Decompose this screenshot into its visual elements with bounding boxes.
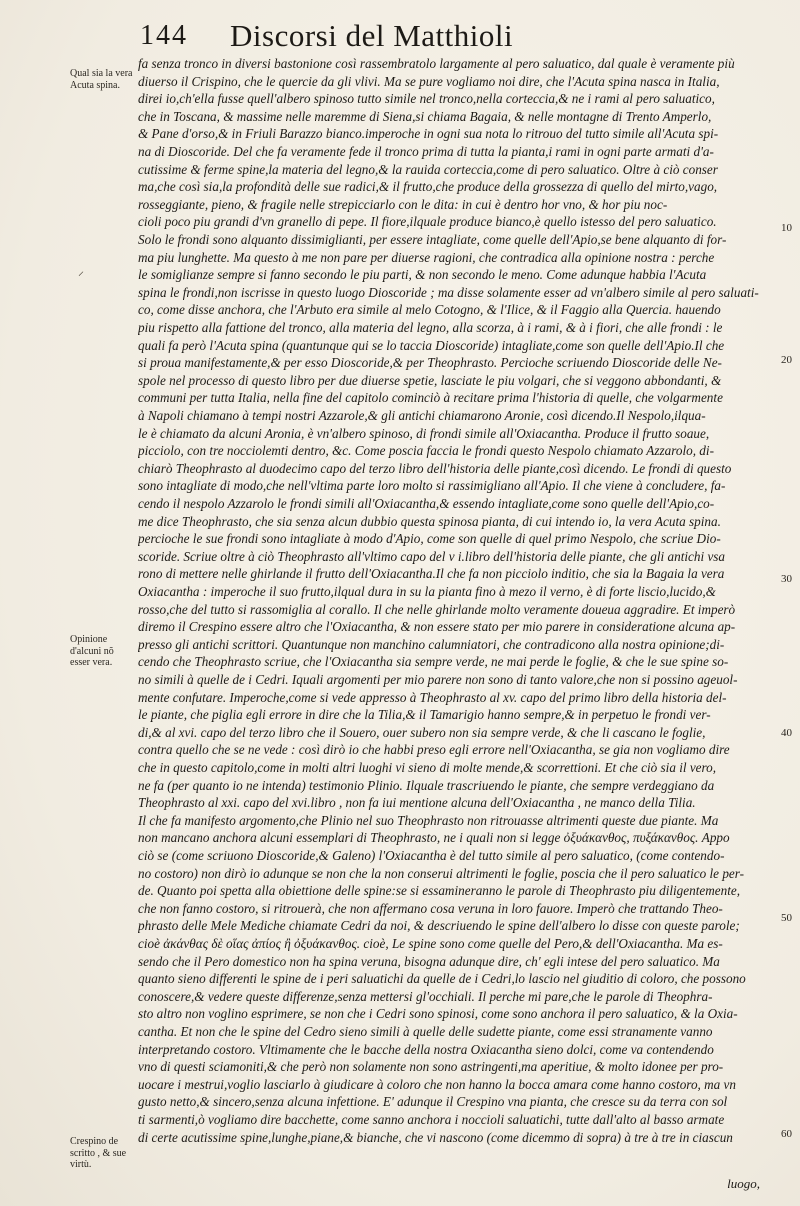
text-line: scoride. Scriue oltre à ciò Theophrasto all'vltimo capo del v i.libro dell'historia delle piante, che gli antichi vsa bbox=[138, 548, 726, 564]
text-line: presso gli antichi scrittori. Quantunque non manchino calumniatori, che contradicono alla nostra opinione;di- bbox=[138, 636, 725, 652]
text-line: diuerso il Crispino, che le quercie da gli vlivi. Ma se pure vogliamo noi dire, che l'Acuta spina nasca in Italia, bbox=[138, 73, 720, 89]
text-line: Theophrasto al xxi. capo del xvi.libro , non fa iui mentione alcuna dell'Oxiacantha , ne manco della Tilia. bbox=[138, 795, 696, 811]
text-line: uocare i mestrui,voglio lasciarlo à giudicare à coloro che non hanno la bocca amara come hanno costoro, ma vn bbox=[138, 1076, 736, 1092]
text-line: che in Toscana, & massime nelle maremme di Siena,si chiama Bagaia, & nelle montagne di Trento Amperlo, bbox=[138, 108, 712, 124]
text-line: rosso,che del tutto si rassomiglia al corallo. Il che nelle ghirlande molto veramente doueua aggradire. Et imperò bbox=[138, 601, 736, 617]
text-line: cendo che Theophrasto scriue, che l'Oxiacantha sia sempre verde, ne mai perde le foglie, & che le sue spine so- bbox=[138, 654, 729, 670]
text-line: Oxiacantha : imperoche il suo frutto,ilqual dura in su la pianta fino à mezo il verno, è di forte liscio,lucido,& bbox=[138, 584, 716, 599]
text-line: rosseggiante, pieno, & fragile nelle strepicciarlo con le dita: in cui è dentro hor vno, & hor piu noc- bbox=[138, 196, 668, 212]
text-line: interpretando costoro. Vltimamente che le bacche della nostra Oxiacantha sieno dolci, come va contendendo bbox=[138, 1041, 714, 1057]
line-number: 60 bbox=[781, 1128, 792, 1140]
text-line: sendo che il Pero domestico non ha spina veruna, bisogna adunque dire, ch' egli intese del pero saluatico. Ma bbox=[138, 953, 720, 969]
text-line: le è chiamato da alcuni Aronia, è vn'albero spinoso, di frondi simile all'Oxiacantha. Produce il frutto soaue, bbox=[138, 425, 710, 441]
text-line: vno di questi sciamoniti,& che però non solamente non sono astringenti,ma aperitiue, & molto idonee per pro- bbox=[138, 1059, 724, 1075]
text-line: di,& al xvi. capo del terzo libro che il Souero, ouer subero non sia sempre verde, & che li cascano le foglie, bbox=[138, 724, 706, 740]
text-line: spina le frondi,non iscrisse in questo luogo Dioscoride ; ma disse solamente esser ad vn'albero simile al pero saluati- bbox=[138, 284, 759, 300]
text-line: Solo le frondi sono alquanto dissimiglianti, per essere intagliate, come quelle dell'Apio,se bene alquanto di for- bbox=[138, 232, 727, 247]
text-line: non mancano anchora alcuni essemplari di Theophrasto, ne i quali non si legge ὀξυάκανθος, πυξάκανθος. Appo bbox=[138, 830, 730, 846]
text-line: sono intagliate di modo,che nell'vltima parte loro molto si rassimigliano all'Apio. Il che viene à concludere, fa- bbox=[138, 478, 726, 494]
text-line: me dice Theophrasto, che sia senza alcun dubbio questa spinosa pianta, di cui intendo io, la vera Acuta spina. bbox=[138, 513, 721, 529]
text-line: co, come disse anchora, che l'Arbuto era simile al melo Cotogno, & l'Ilice, & il Faggio alla Quercia. hauendo bbox=[138, 302, 721, 318]
text-line: phrasto delle Mele Mediche chiamate Cedri da noi, & descriuendo le spine dell'albero lo disse con queste parole; bbox=[138, 918, 740, 934]
text-line: conoscere,& vedere queste differenze,senza mettersi gl'occhiali. Il perche mi pare,che le parole di Theophra- bbox=[138, 988, 713, 1004]
text-line: le piante, che piglia egli errore in dire che la Tilia,& il Tamarigio hanno sempre,& in perpetuo le frondi ver- bbox=[138, 707, 711, 723]
text-line: ciò se (come scriuono Dioscoride,& Galeno) l'Oxiacantha è del tutto simile al pero saluatico, (come contendo- bbox=[138, 848, 725, 863]
text-line: na di Dioscoride. Del che fa veramente fede il tronco prima di tutta la pianta,i rami in ogni parte armati d'a- bbox=[138, 144, 714, 159]
text-line: à Napoli chiamano à tempi nostri Azzarole,& gli antichi chiamarono Aronie, così dicendo.Il Nespolo,ilqua- bbox=[138, 408, 706, 423]
text-line: che non fanno costoro, si ritrouerà, che non affermano cosa veruna in loro fauore. Imperò che trattando Theo- bbox=[138, 900, 723, 916]
text-line: picciolo, con tre nocciolетti dentro, &c. Come poscia faccia le frondi questo Nespolo chiamato Azzarolo, di- bbox=[138, 443, 714, 459]
text-line: mente confutare. Imperoche,come si vede appresso à Theophrasto al xv. capo del primo libro della historia del- bbox=[138, 689, 727, 705]
text-line: cantha. Et non che le spine del Cedro sieno simili à quelle delle sudette piante, come essi stranamente vanno bbox=[138, 1024, 713, 1039]
text-line: piu rispetto alla fattione del tronco, alla materia del legno, alla scorza, à i rami, & à i fiori, che alle frondi : le bbox=[138, 320, 723, 335]
text-line: quanto sieno differenti le spine de i peri saluatichi da quelle de i Cedri,lo lascio nel giuditio di coloro, che possono bbox=[138, 971, 746, 987]
text-line: spole nel processo di questo libro per due diuerse spetie, lasciate le piu volgari, che si veggono abbondanti, & bbox=[138, 372, 722, 388]
text-line: ma,che così sia,la profondità delle sue radici,& il frutto,che produce della grossezza di quello del mirto,vago, bbox=[138, 179, 718, 195]
text-line: chiarò Theophrasto al duodecimo capo del terzo libro dell'historia delle piante,così dicendo. Le frondi di questo bbox=[138, 460, 732, 476]
text-line: cioli poco piu grandi d'vn granello di pepe. Il fiore,ilquale produce bianco,è quello istesso del pero saluatico. bbox=[138, 214, 717, 230]
text-line: diremo il Crespino essere altro che l'Oxiacantha, & non essere stato per mio parere in consideratione alcuna ap- bbox=[138, 619, 736, 635]
text-line: de. Quanto poi spetta alla obiettione delle spine:se si essamineranno le parole di Theophrasto piu diligentemente, bbox=[138, 883, 741, 899]
line-number: 40 bbox=[781, 727, 792, 739]
text-line: fa senza tronco in diversi bastonione così rassembratolo largamente al pero saluatico, dal quale è veramente più bbox=[138, 56, 735, 71]
text-line: quali fa però l'Acuta spina (quantunque qui se lo taccia Dioscoride) intagliate,come son quelle dell'Apio.Il che bbox=[138, 337, 725, 353]
text-line: rono di mettere nelle ghirlande il frutto dell'Oxiacantha.Il che fa non picciolo inditio, che sia la Bagaia la vera bbox=[138, 566, 725, 582]
text-line: ne fa (per quanto io ne intenda) testimonio Plinio. Ilquale trascriuendo le piante, che sempre verdeggiano da bbox=[138, 777, 715, 793]
running-head: Discorsi del Matthioli bbox=[230, 18, 514, 53]
text-line: direi io,ch'ella fusse quell'albero spinoso tutto simile nel tronco,nella corteccia,& ne i rami al pero saluatico, bbox=[138, 91, 715, 107]
text-line: Il che fa manifesto argomento,che Plinio nel suo Theophrasto non ritrouasse altrimenti queste due piante. Ma bbox=[138, 812, 719, 828]
margin-note-crespino: Crespino de scritto , & sue virtù. bbox=[70, 1136, 127, 1170]
catchword: luogo, bbox=[727, 1176, 760, 1191]
line-number: 10 bbox=[781, 222, 792, 234]
page-header bbox=[140, 18, 740, 58]
text-line: no costoro) non dirò io adunque se non che la non conserui altrimenti le foglie, poscia che il pero saluatico le per- bbox=[138, 865, 745, 881]
text-line: no simili à quelle de i Cedri. Iquali argomenti per mio parere non sono di tanto valore,che non si possino ageuol- bbox=[138, 672, 738, 687]
text-line: cutissime & ferme spine,la materia del legno,& la rauida corteccia,come di pero saluatico. Oltre à ciò conser bbox=[138, 161, 718, 177]
text-line: sto altro non voglino esprimere, se non che i Cedri sono spinosi, come sono anchora il pero saluatico, & la Oxia- bbox=[138, 1006, 738, 1022]
text-line: si proua manifestamente,& per esso Dioscoride,& per Theophrasto. Percioche scriuendo Dioscoride delle Ne- bbox=[138, 355, 722, 371]
text-line: gusto netto,& sincero,senza alcuna infettione. E' adunque il Crespino vna pianta, che cresce su da terra con sol bbox=[138, 1094, 728, 1110]
text-line: le somiglianze sempre si fanno secondo le piu parti, & non secondo le meno. Come adunque habbia l'Acuta bbox=[138, 267, 707, 283]
text-line: contra quello che se ne vede : così dirò io che habbi preso egli errore nell'Oxiacantha, se gia non vogliamo dire bbox=[138, 742, 730, 758]
text-line: cendo il nespolo Azzarolo le frondi simili all'Oxiacantha,& essendo intagliate,come sono quelle dell'Apio,co- bbox=[138, 496, 715, 511]
text-line: ti sarmenti,ò vogliamo dire bacchette, come sanno anchora i noccioli saluatichi, tutte dall'alto al basso armate bbox=[138, 1112, 725, 1127]
text-line: cioè ἀκάνθας δὲ οἵας ἀπίος ἢ ὀξυάκανθος. cioè, Le spine sono come quelle del Pero,& dell'Oxiacantha. Ma es- bbox=[138, 936, 723, 951]
margin-note-acuta-spina: Qual sia la vera Acuta spina. bbox=[70, 68, 133, 91]
text-line: percioche le sue frondi sono intagliate à modo d'Apio, come son quelle di quel primo Nespolo, che scriue Dio- bbox=[138, 531, 721, 547]
ink-mark: ⸝ bbox=[78, 264, 85, 278]
page-number: 144 bbox=[140, 20, 188, 51]
line-number: 20 bbox=[781, 354, 792, 366]
margin-note-opinione: Opinione d'alcuni nõ esser vera. bbox=[70, 634, 114, 668]
line-number: 50 bbox=[781, 912, 792, 924]
line-number: 30 bbox=[781, 573, 792, 585]
text-line: che in questo capitolo,come in molti altri luoghi vi sieno di molte mende,& scorrettioni. Et che ciò sia il vero, bbox=[138, 760, 717, 775]
text-line: communi per tutta Italia, nella fine del capitolo cominciò à recitare prima l'historia di quelle, che volgarmente bbox=[138, 390, 723, 406]
text-line: ma piu lunghette. Ma questo à me non pare per diuerse ragioni, che contradica alla opinione nostra : perche bbox=[138, 249, 715, 265]
text-line: di certe acutissime spine,lunghe,piane,& bianche, che vi nascono (come dicemmo di sopra) à tre à tre in ciascun bbox=[138, 1129, 733, 1145]
text-line: & Pane d'orso,& in Friuli Barazzo bianco.imperoche in ogni sua nota lo ritrouo del tutto simile all'Acuta spi- bbox=[138, 126, 719, 142]
